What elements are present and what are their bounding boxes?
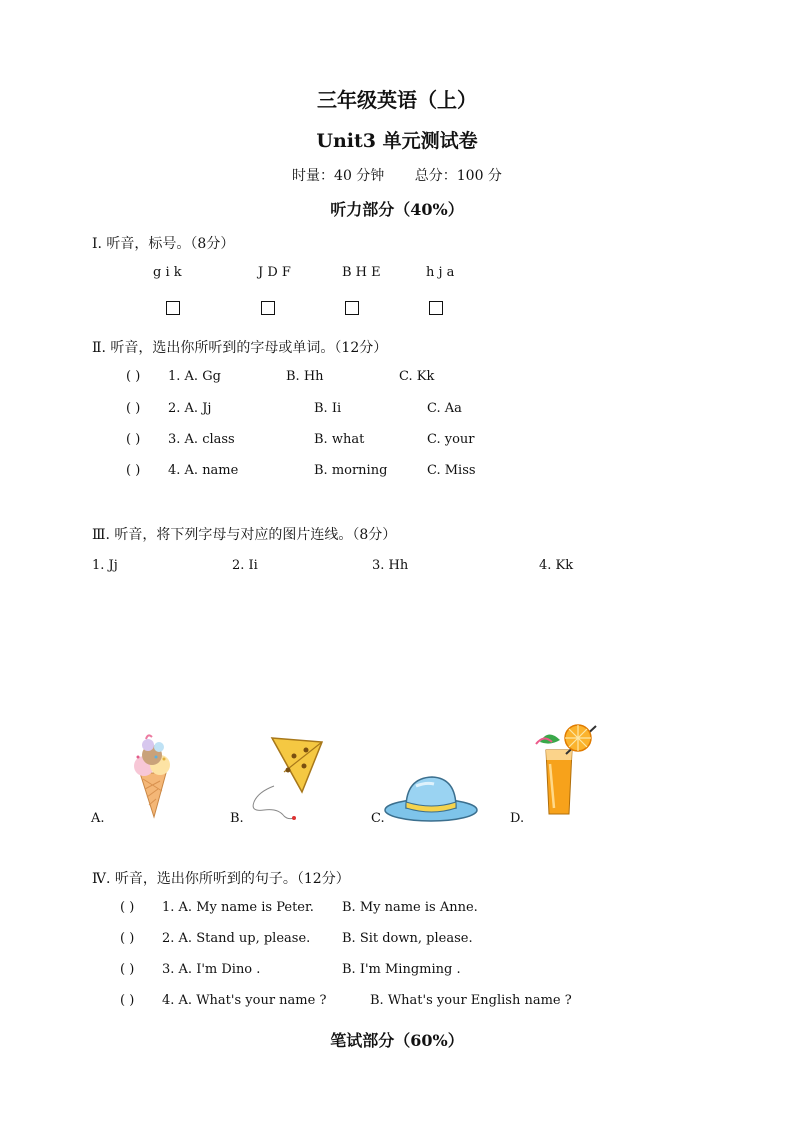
question-option-c: C. Miss — [427, 463, 476, 478]
answer-blank[interactable]: ( ) — [120, 962, 135, 977]
answer-blank[interactable]: ( ) — [120, 900, 135, 915]
question-option-a: 2. A. Jj — [168, 401, 212, 416]
answer-blank[interactable]: ( ) — [126, 432, 141, 447]
picture-label-b: B. — [230, 811, 244, 826]
answer-box-3[interactable] — [345, 301, 359, 315]
answer-box-2[interactable] — [261, 301, 275, 315]
sentence-option-a: 4. A. What's your name ? — [162, 993, 327, 1008]
kite-icon — [244, 736, 326, 824]
picture-label-a: A. — [91, 811, 105, 826]
match-letter-4: 4. Kk — [539, 558, 574, 573]
letter-group-2: J D F — [258, 265, 291, 280]
question-option-b: B. Hh — [286, 369, 324, 384]
answer-blank[interactable]: ( ) — [120, 931, 135, 946]
answer-box-1[interactable] — [166, 301, 180, 315]
picture-label-d: D. — [510, 811, 525, 826]
sentence-option-a: 1. A. My name is Peter. — [162, 900, 314, 915]
question-option-a: 4. A. name — [168, 463, 239, 478]
writing-part-heading: 笔试部分（60%） — [330, 1031, 464, 1050]
question-option-c: C. Aa — [427, 401, 462, 416]
question-option-c: C. Kk — [399, 369, 435, 384]
sentence-option-a: 2. A. Stand up, please. — [162, 931, 311, 946]
sentence-option-b: B. My name is Anne. — [342, 900, 478, 915]
question-option-b: B. what — [314, 432, 365, 447]
answer-blank[interactable]: ( ) — [126, 369, 141, 384]
answer-box-4[interactable] — [429, 301, 443, 315]
hat-icon — [382, 772, 480, 824]
letter-group-1: g i k — [153, 265, 182, 280]
answer-blank[interactable]: ( ) — [126, 463, 141, 478]
letter-group-4: h j a — [426, 265, 455, 280]
question-option-a: 1. A. Gg — [168, 369, 221, 384]
sentence-option-b: B. What's your English name ? — [370, 993, 572, 1008]
question-option-b: B. Ii — [314, 401, 342, 416]
orange-juice-icon — [532, 720, 600, 818]
answer-blank[interactable]: ( ) — [120, 993, 135, 1008]
listening-part-heading: 听力部分（40%） — [330, 200, 464, 219]
section2-heading: Ⅱ. 听音，选出你所听到的字母或单词。（12分） — [92, 340, 388, 356]
letter-group-3: B H E — [342, 265, 381, 280]
question-option-a: 3. A. class — [168, 432, 235, 447]
exam-meta — [0, 165, 794, 185]
match-letter-3: 3. Hh — [372, 558, 409, 573]
question-option-c: C. your — [427, 432, 475, 447]
match-letter-2: 2. Ii — [232, 558, 258, 573]
ice-cream-icon — [126, 733, 180, 819]
section4-heading: Ⅳ. 听音，选出你所听到的句子。（12分） — [92, 871, 350, 887]
sentence-option-a: 3. A. I'm Dino . — [162, 962, 261, 977]
answer-blank[interactable]: ( ) — [126, 401, 141, 416]
question-option-b: B. morning — [314, 463, 388, 478]
exam-time: 时量：40 分钟 — [292, 168, 385, 184]
page-subtitle: Unit3 单元测试卷 — [316, 130, 478, 152]
page-title: 三年级英语（上） — [317, 88, 477, 112]
section1-heading: Ⅰ. 听音，标号。（8分） — [92, 236, 235, 252]
exam-score: 总分：100 分 — [414, 168, 502, 184]
sentence-option-b: B. I'm Mingming . — [342, 962, 461, 977]
sentence-option-b: B. Sit down, please. — [342, 931, 473, 946]
section3-heading: Ⅲ. 听音，将下列字母与对应的图片连线。（8分） — [92, 527, 397, 543]
picture-label-c: C. — [371, 811, 385, 826]
match-letter-1: 1. Jj — [92, 558, 118, 573]
